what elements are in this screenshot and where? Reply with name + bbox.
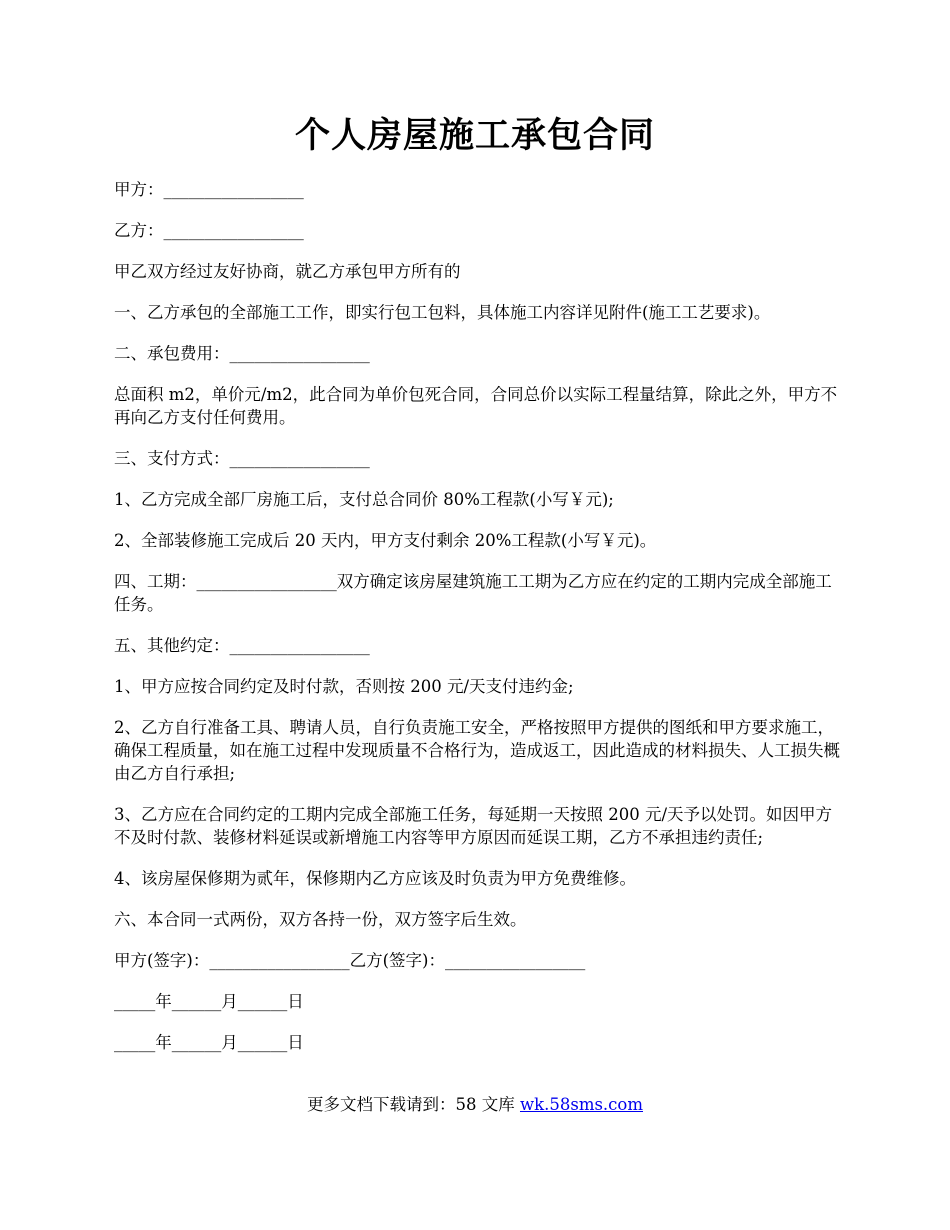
clause-5-item-2: 2、乙方自行准备工具、聘请人员，自行负责施工安全，严格按照甲方提供的图纸和甲方要求施工，确保工程质量，如在施工过程中发现质量不合格行为，造成返工，因此造成的材料损失、人工损失概由乙方自行承担; — [114, 718, 840, 783]
footer-text: 更多文档下载请到：58 文库 — [306, 1095, 520, 1114]
clause-4: 四、工期：_________________双方确定该房屋建筑施工工期为乙方应在约定的工期内完成全部施工任务。 — [114, 572, 832, 614]
clause-1: 一、乙方承包的全部施工工作，即实行包工包料，具体施工内容详见附件(施工工艺要求)。 — [114, 303, 771, 322]
party-b-line: 乙方：_________________ — [114, 221, 304, 240]
party-a-line: 甲方：_________________ — [114, 180, 304, 199]
clause-5-item-3: 3、乙方应在合同约定的工期内完成全部施工任务，每延期一天按照 200 元/天予以处罚。如因甲方不及时付款、装修材料延误或新增施工内容等甲方原因而延误工期，乙方不承担违约责任; — [114, 805, 833, 847]
clause-6: 六、本合同一式两份，双方各持一份，双方签字后生效。 — [114, 910, 527, 929]
clause-5-heading: 五、其他约定：_________________ — [114, 636, 370, 655]
clause-2-detail: 总面积 m2，单价元/m2，此合同为单价包死合同，合同总价以实际工程量结算，除此之外，甲方不再向乙方支付任何费用。 — [114, 385, 838, 427]
clause-3-item-1: 1、乙方完成全部厂房施工后，支付总合同价 80%工程款(小写￥元); — [114, 490, 614, 509]
signature-line: 甲方(签字)：_________________乙方(签字)：_________________ — [114, 951, 586, 970]
clause-5-item-1: 1、甲方应按合同约定及时付款，否则按 200 元/天支付违约金; — [114, 677, 574, 696]
clause-3-heading: 三、支付方式：_________________ — [114, 449, 370, 468]
clause-3-item-2: 2、全部装修施工完成后 20 天内，甲方支付剩余 20%工程款(小写￥元)。 — [114, 531, 657, 550]
footer — [0, 1093, 950, 1116]
intro-paragraph: 甲乙双方经过友好协商，就乙方承包甲方所有的 — [114, 262, 461, 281]
footer-link[interactable]: wk.58sms.com — [519, 1095, 643, 1114]
clause-5-item-4: 4、该房屋保修期为贰年，保修期内乙方应该及时负责为甲方免费维修。 — [114, 869, 636, 888]
document-body — [114, 178, 844, 1072]
document-title: 个人房屋施工承包合同 — [294, 115, 655, 156]
clause-2-heading: 二、承包费用：_________________ — [114, 344, 370, 363]
date-line-2: _____年______月______日 — [114, 1033, 304, 1052]
date-line-1: _____年______月______日 — [114, 992, 304, 1011]
